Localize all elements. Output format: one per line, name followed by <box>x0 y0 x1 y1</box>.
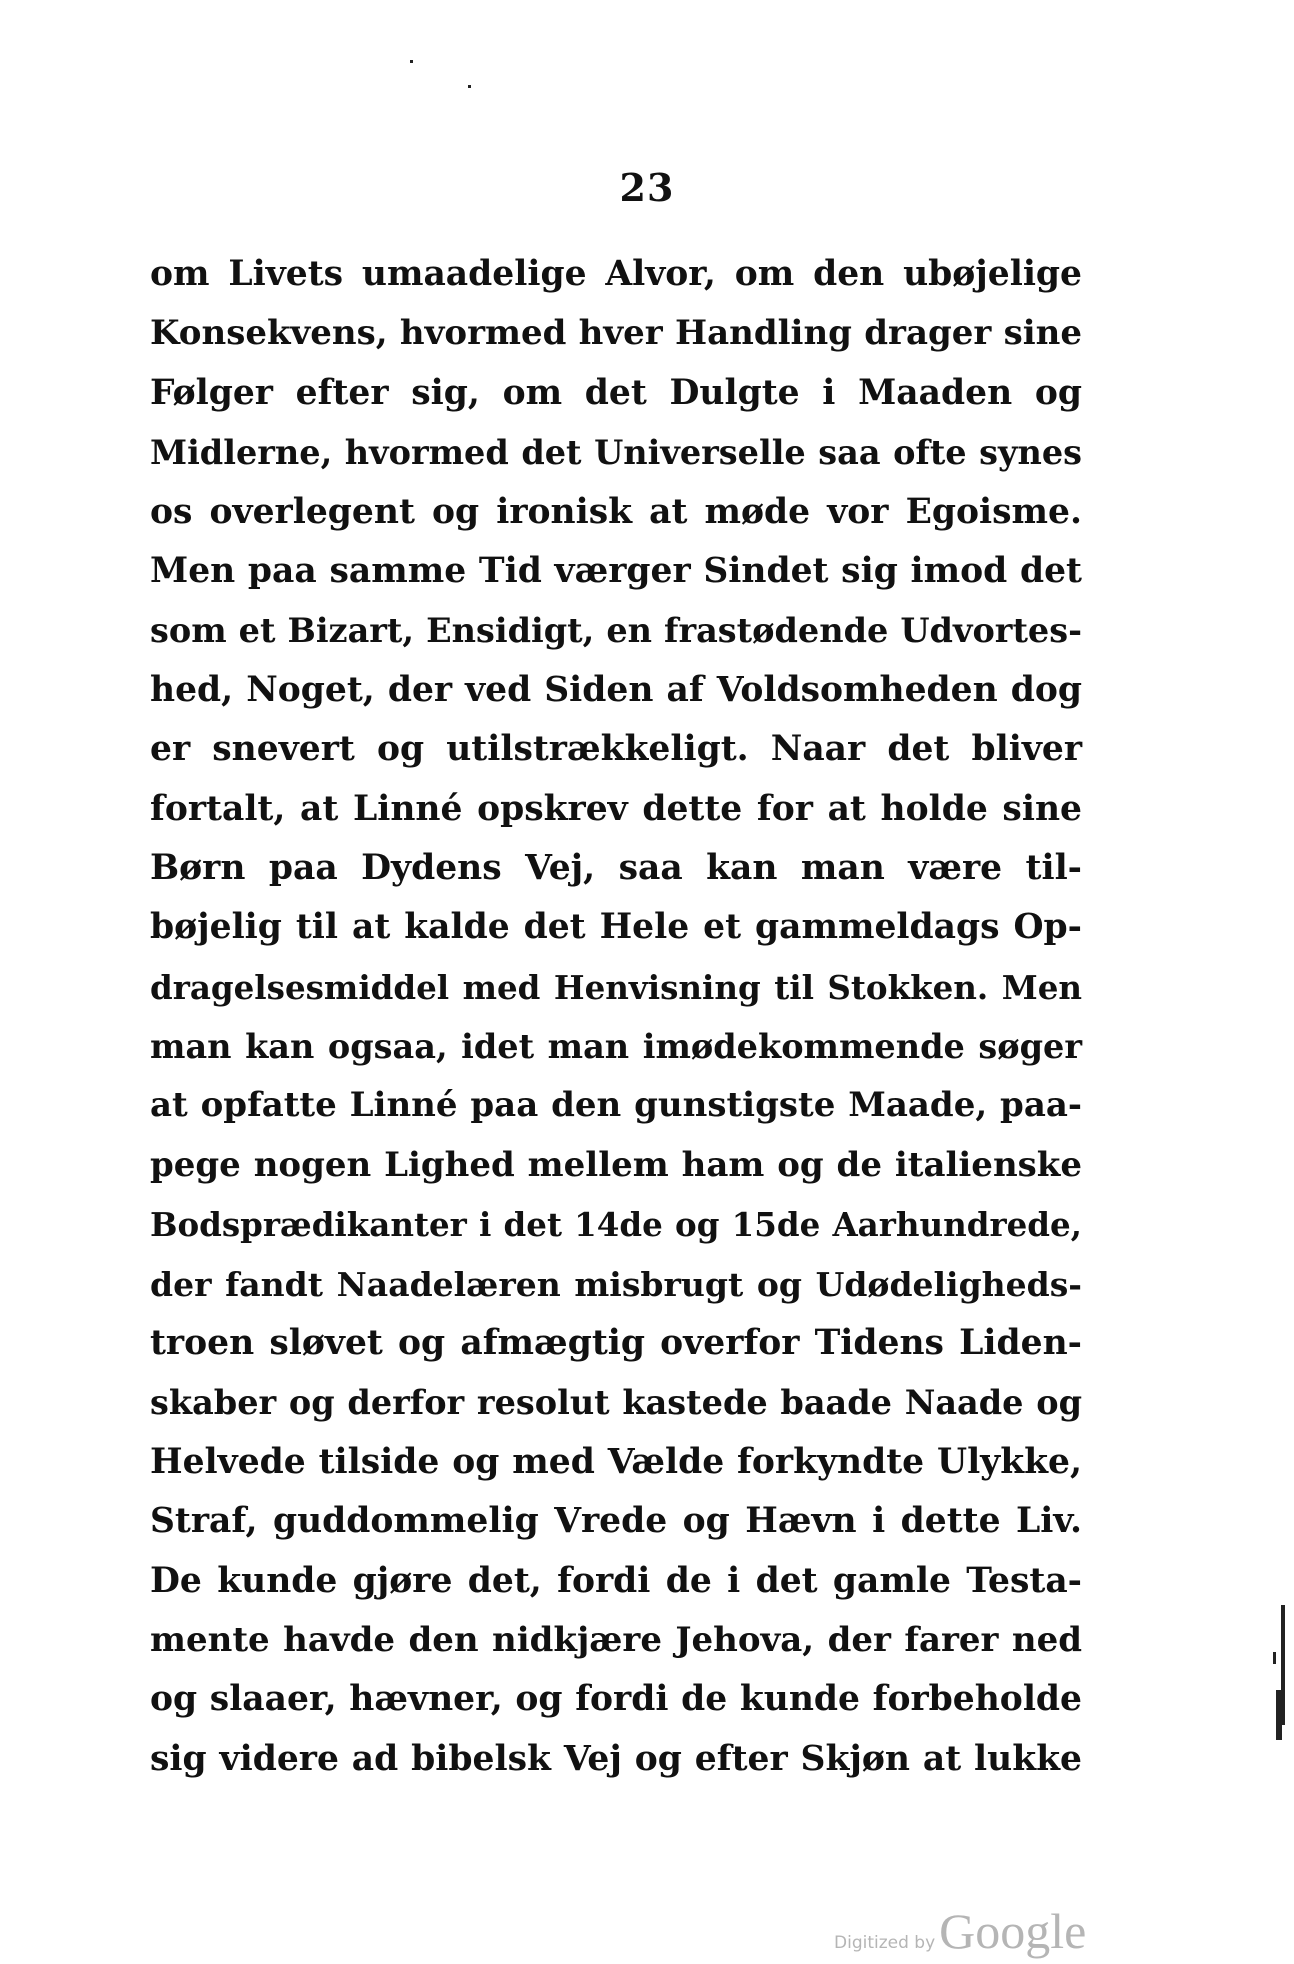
text-line: man kan ogsaa, idet man imødekommende søger <box>150 1027 1082 1067</box>
text-line: sig videre ad bibelsk Vej og efter Skjøn at lukke <box>150 1738 1082 1779</box>
text-line: Konsekvens, hvormed hver Handling drager sine <box>150 313 1082 354</box>
text-line: hed, Noget, der ved Siden af Voldsomheden dog <box>150 669 1082 710</box>
text-line: dragelsesmiddel med Henvisning til Stokken. Men <box>150 967 1082 1007</box>
text-line: er snevert og utilstrækkeligt. Naar det bliver <box>150 729 1082 770</box>
text-line: mente havde den nidkjære Jehova, der farer ned <box>150 1619 1082 1660</box>
text-line: Midlerne, hvormed det Universelle saa ofte synes <box>150 433 1082 473</box>
text-line: De kunde gjøre det, fordi de i det gamle Testa- <box>150 1560 1082 1601</box>
text-line: og slaaer, hævner, og fordi de kunde forbeholde <box>150 1679 1082 1720</box>
text-line: pege nogen Lighed mellem ham og de italienske <box>150 1144 1082 1185</box>
watermark-brand: Google <box>939 1903 1087 1959</box>
body-text <box>150 245 1082 1789</box>
watermark-prefix: Digitized by <box>834 1933 936 1953</box>
text-line: Helvede tilside og med Vælde forkyndte Ulykke, <box>150 1441 1082 1482</box>
text-line: troen sløvet og afmægtig overfor Tidens Liden- <box>150 1323 1082 1364</box>
text-line: Børn paa Dydens Vej, saa kan man være til- <box>150 847 1082 888</box>
scan-artifact <box>410 60 413 63</box>
page-number: 23 <box>619 165 675 210</box>
scan-artifact <box>1273 1652 1276 1664</box>
text-line: Bodsprædikanter i det 14de og 15de Aarhundrede, <box>150 1205 1082 1245</box>
text-line: der fandt Naadelæren misbrugt og Udødeligheds- <box>150 1264 1082 1304</box>
text-line: skaber og derfor resolut kastede baade Naade og <box>150 1383 1082 1423</box>
text-line: at opfatte Linné paa den gunstigste Maade, paa- <box>150 1085 1082 1126</box>
text-line: bøjelig til at kalde det Hele et gammeldags Op- <box>150 907 1082 948</box>
text-line: Men paa samme Tid værger Sindet sig imod det <box>150 550 1082 591</box>
text-line: om Livets umaadelige Alvor, om den ubøjelige <box>150 254 1082 294</box>
text-line: os overlegent og ironisk at møde vor Egoisme. <box>150 491 1082 532</box>
scan-artifact <box>1276 1690 1282 1740</box>
text-line: Straf, guddommelig Vrede og Hævn i dette Liv. <box>150 1501 1082 1542</box>
text-line: Følger efter sig, om det Dulgte i Maaden og <box>150 372 1082 413</box>
text-line: fortalt, at Linné opskrev dette for at holde sine <box>150 788 1082 829</box>
text-line: som et Bizart, Ensidigt, en frastødende Udvortes- <box>150 611 1082 651</box>
scan-artifact <box>468 85 471 88</box>
digitized-watermark <box>834 1902 1086 1962</box>
